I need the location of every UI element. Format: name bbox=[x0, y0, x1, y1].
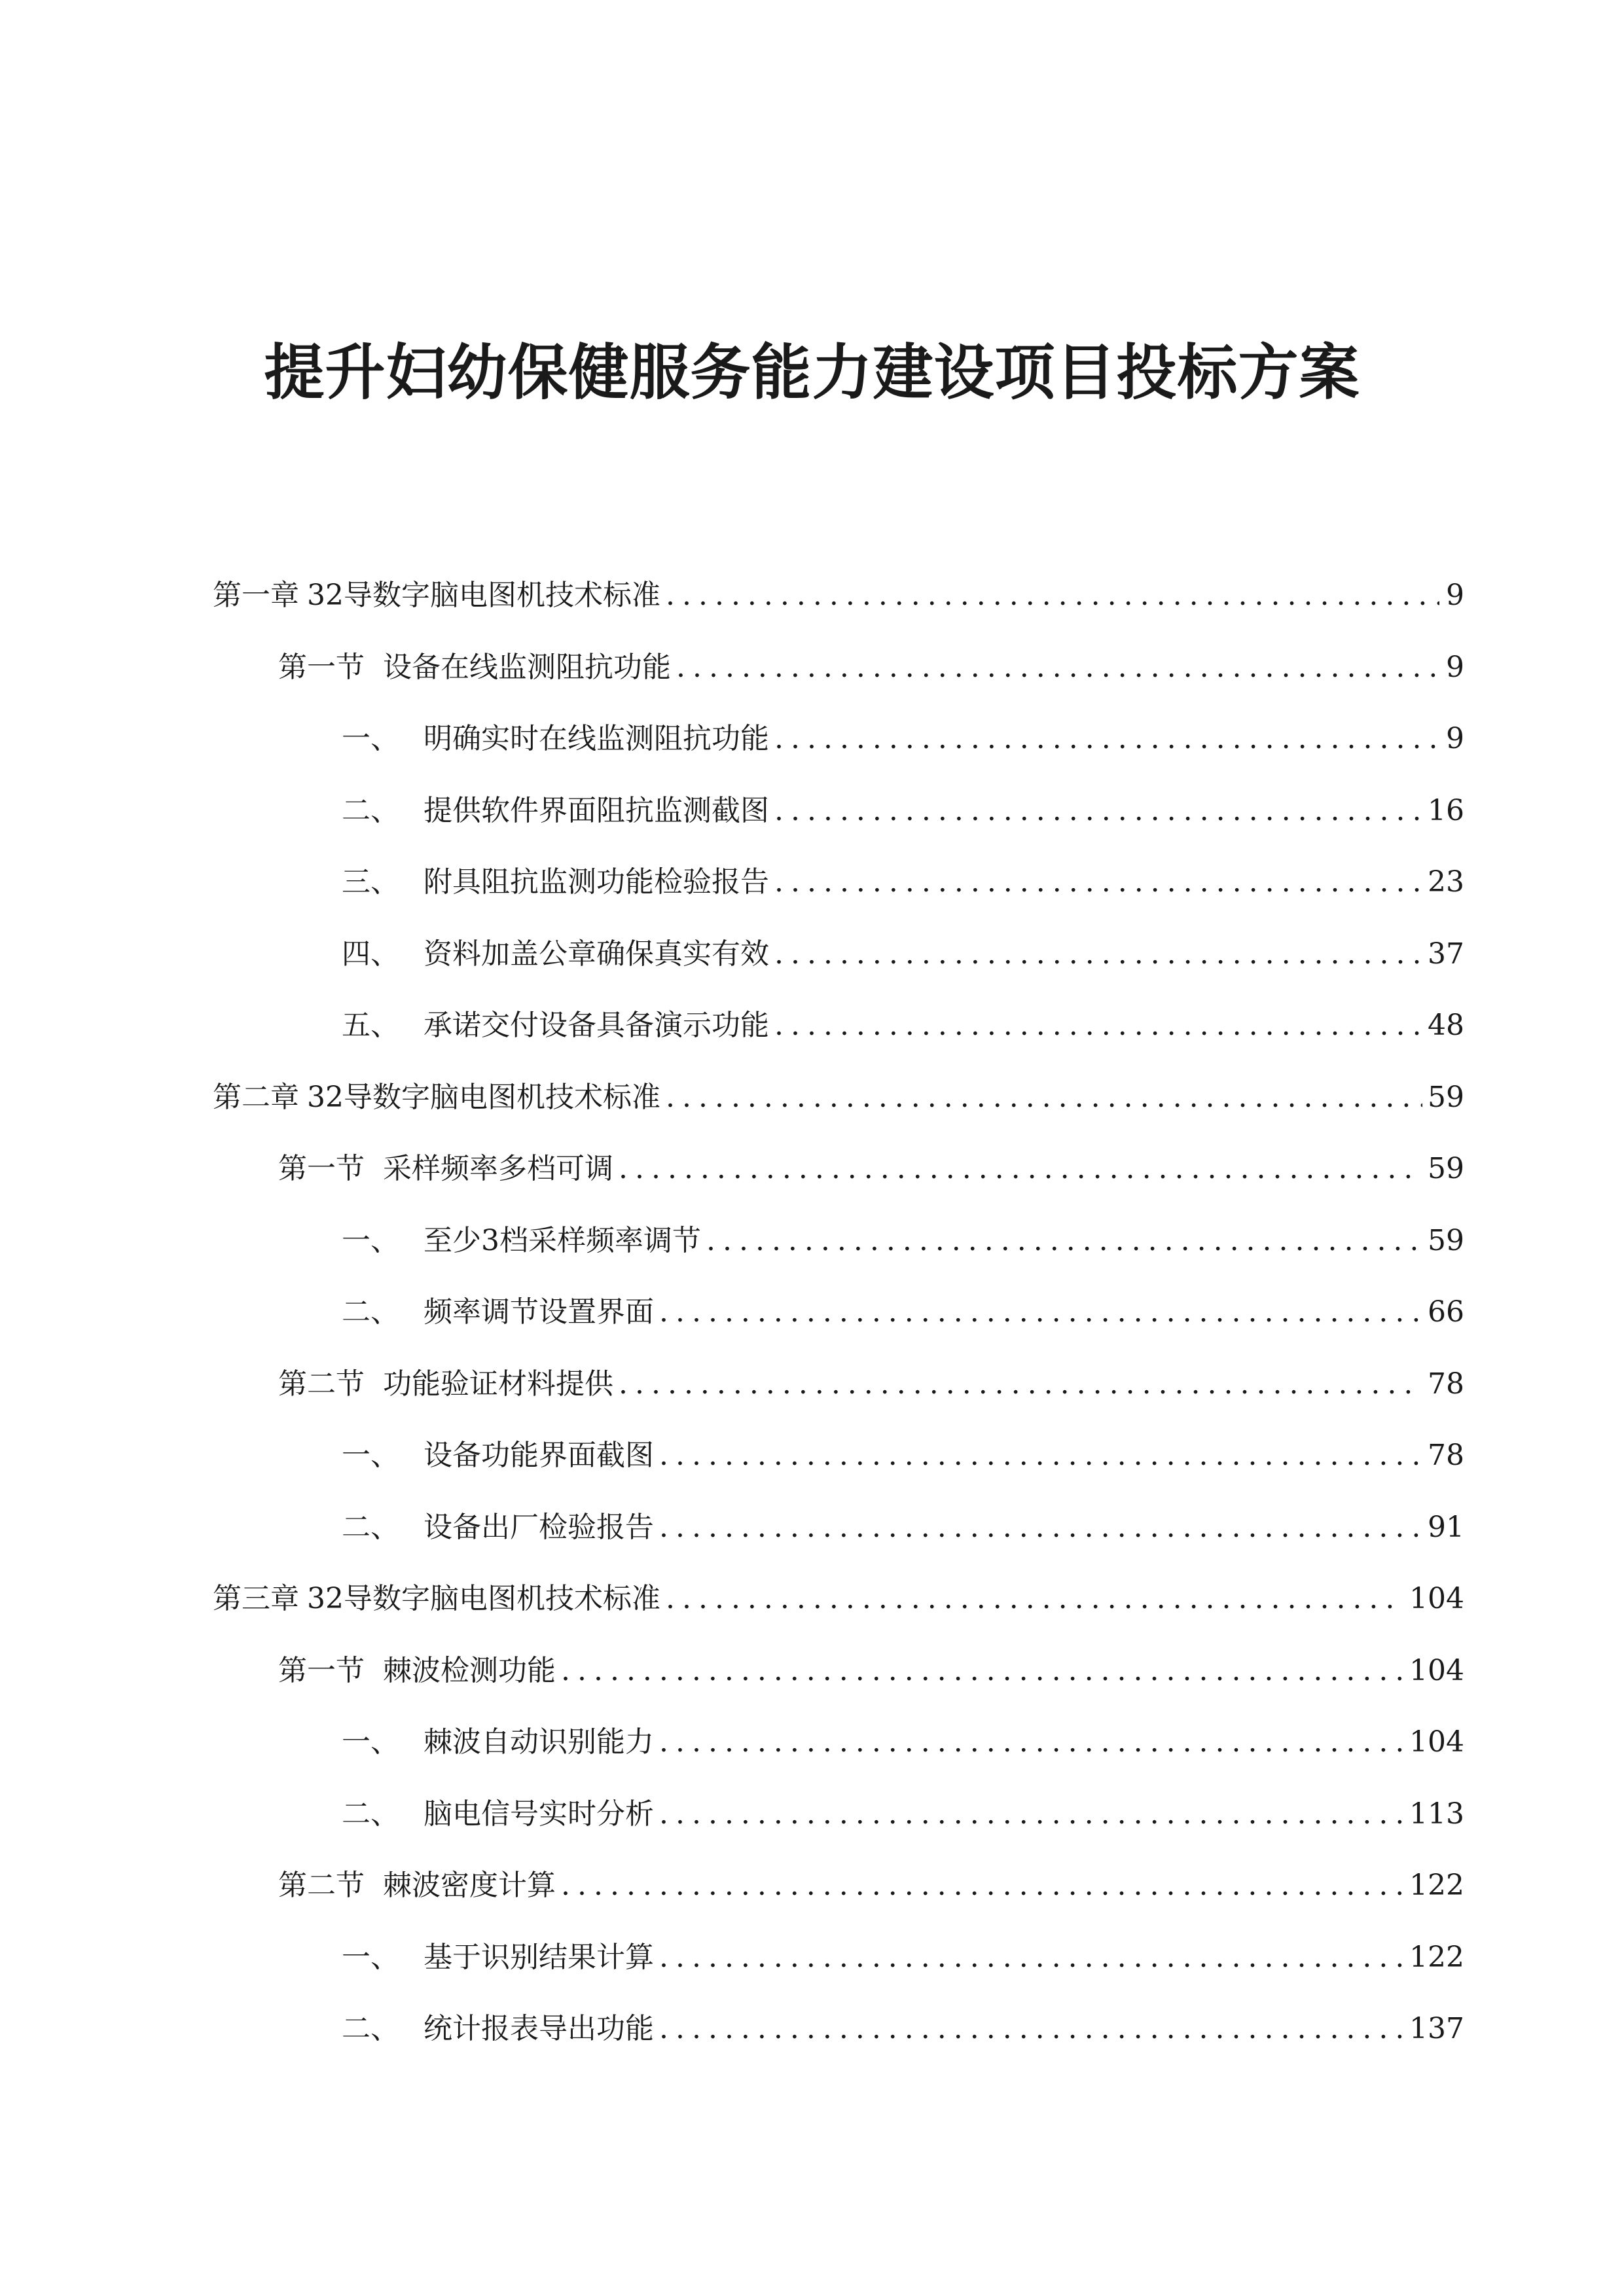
toc-leader-dots bbox=[774, 785, 1422, 837]
toc-entry-title: 棘波自动识别能力 bbox=[424, 1725, 654, 1759]
toc-entry-title: 棘波检测功能 bbox=[383, 1653, 556, 1687]
toc-entry-page-number: 9 bbox=[1446, 579, 1464, 612]
toc-entry-number: 一、 bbox=[342, 1223, 399, 1257]
toc-entry-number: 一、 bbox=[342, 722, 399, 755]
toc-entry[interactable] bbox=[342, 1716, 1464, 1768]
toc-entry-page-number: 9 bbox=[1446, 722, 1464, 755]
toc-entry-number: 二、 bbox=[342, 1510, 399, 1544]
toc-leader-dots bbox=[659, 1429, 1422, 1482]
toc-entry[interactable] bbox=[342, 928, 1464, 980]
toc-entry-title: 32导数字脑电图机技术标准 bbox=[307, 1080, 660, 1114]
toc-entry-title: 承诺交付设备具备演示功能 bbox=[424, 1009, 769, 1042]
toc-entry[interactable] bbox=[342, 1931, 1464, 1984]
toc-entry-number: 第一节 bbox=[278, 1152, 365, 1185]
toc-entry[interactable] bbox=[342, 856, 1464, 908]
toc-entry-number: 一、 bbox=[342, 1940, 399, 1974]
toc-entry-number: 四、 bbox=[342, 937, 399, 971]
toc-entry-page-number: 9 bbox=[1446, 650, 1464, 684]
toc-entry-title: 32导数字脑电图机技术标准 bbox=[307, 579, 660, 612]
toc-entry-number: 三、 bbox=[342, 865, 399, 899]
toc-entry[interactable] bbox=[278, 1859, 1464, 1912]
toc-entry-title: 资料加盖公章确保真实有效 bbox=[424, 937, 769, 971]
toc-leader-dots bbox=[659, 1788, 1404, 1840]
toc-leader-dots bbox=[561, 1859, 1404, 1912]
toc-leader-dots bbox=[774, 713, 1439, 765]
toc-entry-page-number: 23 bbox=[1428, 865, 1464, 899]
toc-entry-title: 提供软件界面阻抗监测截图 bbox=[424, 793, 769, 827]
toc-entry-page-number: 91 bbox=[1428, 1510, 1464, 1544]
toc-entry[interactable] bbox=[213, 569, 1464, 622]
toc-entry[interactable] bbox=[342, 1501, 1464, 1554]
toc-leader-dots bbox=[666, 1573, 1404, 1625]
toc-leader-dots bbox=[659, 1716, 1404, 1768]
toc-entry[interactable] bbox=[278, 1358, 1464, 1410]
document-title: 提升妇幼保健服务能力建设项目投标方案 bbox=[264, 338, 1360, 408]
toc-entry-number: 第二章 bbox=[213, 1080, 299, 1114]
toc-leader-dots bbox=[706, 1215, 1422, 1267]
toc-entry-page-number: 137 bbox=[1409, 2012, 1464, 2045]
toc-entry-page-number: 122 bbox=[1409, 1869, 1464, 1902]
toc-entry-number: 二、 bbox=[342, 1797, 399, 1831]
toc-leader-dots bbox=[659, 2003, 1404, 2055]
toc-entry[interactable] bbox=[278, 1645, 1464, 1697]
toc-entry-title: 明确实时在线监测阻抗功能 bbox=[424, 722, 769, 755]
toc-leader-dots bbox=[659, 1286, 1422, 1338]
toc-entry-title: 32导数字脑电图机技术标准 bbox=[307, 1582, 660, 1615]
toc-entry-title: 棘波密度计算 bbox=[383, 1869, 556, 1902]
toc-entry-number: 第二节 bbox=[278, 1367, 365, 1401]
toc-entry-title: 设备在线监测阻抗功能 bbox=[383, 650, 671, 684]
toc-entry[interactable] bbox=[342, 713, 1464, 765]
toc-entry-title: 基于识别结果计算 bbox=[424, 1940, 654, 1974]
toc-entry-number: 一、 bbox=[342, 1439, 399, 1472]
toc-entry-number: 第一章 bbox=[213, 579, 299, 612]
toc-entry[interactable] bbox=[342, 999, 1464, 1052]
toc-entry-page-number: 78 bbox=[1428, 1367, 1464, 1401]
toc-entry[interactable] bbox=[342, 785, 1464, 837]
toc-leader-dots bbox=[666, 1071, 1422, 1124]
toc-entry-number: 一、 bbox=[342, 1725, 399, 1759]
toc-entry-number: 五、 bbox=[342, 1009, 399, 1042]
toc-entry[interactable] bbox=[342, 1286, 1464, 1338]
toc-entry-page-number: 37 bbox=[1428, 937, 1464, 971]
toc-entry[interactable] bbox=[213, 1573, 1464, 1625]
toc-entry-title: 设备出厂检验报告 bbox=[424, 1510, 654, 1544]
toc-entry-title: 功能验证材料提供 bbox=[383, 1367, 613, 1401]
toc-entry[interactable] bbox=[278, 641, 1464, 694]
toc-entry[interactable] bbox=[342, 1788, 1464, 1840]
toc-entry-title: 设备功能界面截图 bbox=[424, 1439, 654, 1472]
toc-entry-title: 附具阻抗监测功能检验报告 bbox=[424, 865, 769, 899]
toc-entry[interactable] bbox=[342, 1215, 1464, 1267]
toc-leader-dots bbox=[561, 1645, 1404, 1697]
toc-entry-page-number: 59 bbox=[1428, 1152, 1464, 1185]
toc-leader-dots bbox=[774, 856, 1422, 908]
toc-entry[interactable] bbox=[278, 1143, 1464, 1195]
toc-entry-number: 二、 bbox=[342, 1295, 399, 1329]
toc-entry-page-number: 48 bbox=[1428, 1009, 1464, 1042]
toc-entry-number: 第三章 bbox=[213, 1582, 299, 1615]
toc-entry[interactable] bbox=[213, 1071, 1464, 1124]
toc-leader-dots bbox=[619, 1143, 1422, 1195]
toc-entry-page-number: 78 bbox=[1428, 1439, 1464, 1472]
toc-entry[interactable] bbox=[342, 2003, 1464, 2055]
toc-entry[interactable] bbox=[342, 1429, 1464, 1482]
toc-entry-title: 至少3档采样频率调节 bbox=[424, 1223, 701, 1257]
toc-leader-dots bbox=[676, 641, 1439, 694]
toc-entry-number: 二、 bbox=[342, 2012, 399, 2045]
toc-entry-number: 二、 bbox=[342, 793, 399, 827]
toc-entry-title: 脑电信号实时分析 bbox=[424, 1797, 654, 1831]
toc-entry-page-number: 104 bbox=[1409, 1582, 1464, 1615]
toc-entry-page-number: 16 bbox=[1428, 793, 1464, 827]
toc-leader-dots bbox=[619, 1358, 1422, 1410]
toc-entry-page-number: 59 bbox=[1428, 1223, 1464, 1257]
toc-leader-dots bbox=[659, 1931, 1404, 1984]
toc-entry-number: 第一节 bbox=[278, 650, 365, 684]
toc-leader-dots bbox=[666, 569, 1439, 622]
toc-entry-page-number: 113 bbox=[1409, 1797, 1464, 1831]
toc-leader-dots bbox=[774, 928, 1422, 980]
toc-entry-number: 第二节 bbox=[278, 1869, 365, 1902]
toc-entry-page-number: 104 bbox=[1409, 1725, 1464, 1759]
toc-entry-title: 采样频率多档可调 bbox=[383, 1152, 613, 1185]
toc-entry-page-number: 104 bbox=[1409, 1653, 1464, 1687]
toc-entry-page-number: 66 bbox=[1428, 1295, 1464, 1329]
toc-entry-title: 频率调节设置界面 bbox=[424, 1295, 654, 1329]
toc-entry-title: 统计报表导出功能 bbox=[424, 2012, 654, 2045]
toc-leader-dots bbox=[659, 1501, 1422, 1554]
toc-leader-dots bbox=[774, 999, 1422, 1052]
toc-entry-page-number: 59 bbox=[1428, 1080, 1464, 1114]
toc-entry-number: 第一节 bbox=[278, 1653, 365, 1687]
toc-entry-page-number: 122 bbox=[1409, 1940, 1464, 1974]
